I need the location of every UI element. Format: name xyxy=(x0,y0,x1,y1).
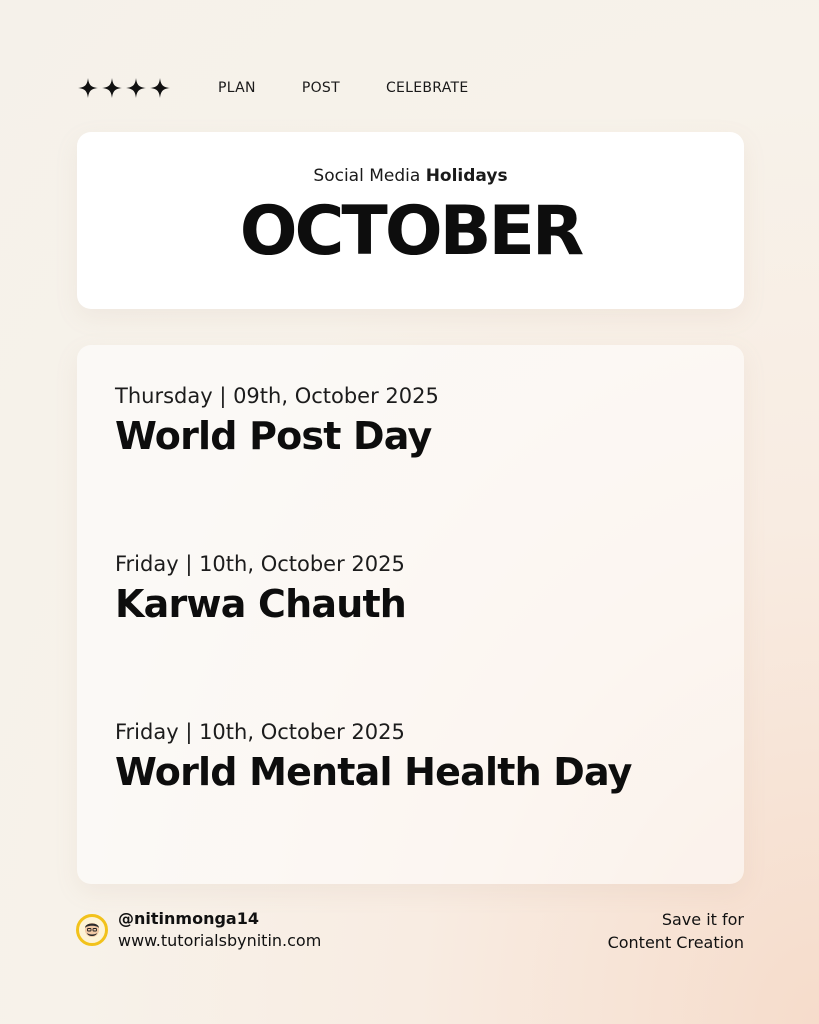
event-item xyxy=(115,719,632,795)
event-date: Friday | 10th, October 2025 xyxy=(115,720,405,744)
save-cta xyxy=(608,908,744,954)
event-name: World Mental Health Day xyxy=(115,750,632,794)
nav-item-celebrate: CELEBRATE xyxy=(385,80,469,96)
sparkle-icon xyxy=(150,78,170,98)
event-name: World Post Day xyxy=(115,414,432,458)
hero-subtitle xyxy=(77,166,744,186)
author-website: www.tutorialsbynitin.com xyxy=(118,931,322,950)
event-date: Thursday | 09th, October 2025 xyxy=(115,384,439,408)
hero-card xyxy=(77,132,744,309)
author-info xyxy=(76,908,321,952)
event-item xyxy=(115,383,439,459)
subtitle-regular: Social Media xyxy=(313,166,426,186)
author-handle: @nitinmonga14 xyxy=(118,909,259,928)
cta-line-1: Save it for xyxy=(661,910,744,929)
sparkle-icon xyxy=(78,78,98,98)
avatar xyxy=(76,914,108,946)
nav-item-post: POST xyxy=(301,80,340,96)
cta-line-2: Content Creation xyxy=(607,933,744,952)
month-title: OCTOBER xyxy=(239,192,582,271)
event-name: Karwa Chauth xyxy=(115,582,407,626)
event-date: Friday | 10th, October 2025 xyxy=(115,552,405,576)
subtitle-bold: Holidays xyxy=(425,166,508,186)
sparkle-stars xyxy=(78,78,170,98)
sparkle-icon xyxy=(126,78,146,98)
sparkle-icon xyxy=(102,78,122,98)
author-text xyxy=(118,908,321,952)
top-bar xyxy=(78,76,515,100)
events-card xyxy=(77,345,744,884)
avatar-face-icon xyxy=(81,919,103,941)
event-item xyxy=(115,551,406,627)
nav-item-plan: PLAN xyxy=(218,80,256,96)
